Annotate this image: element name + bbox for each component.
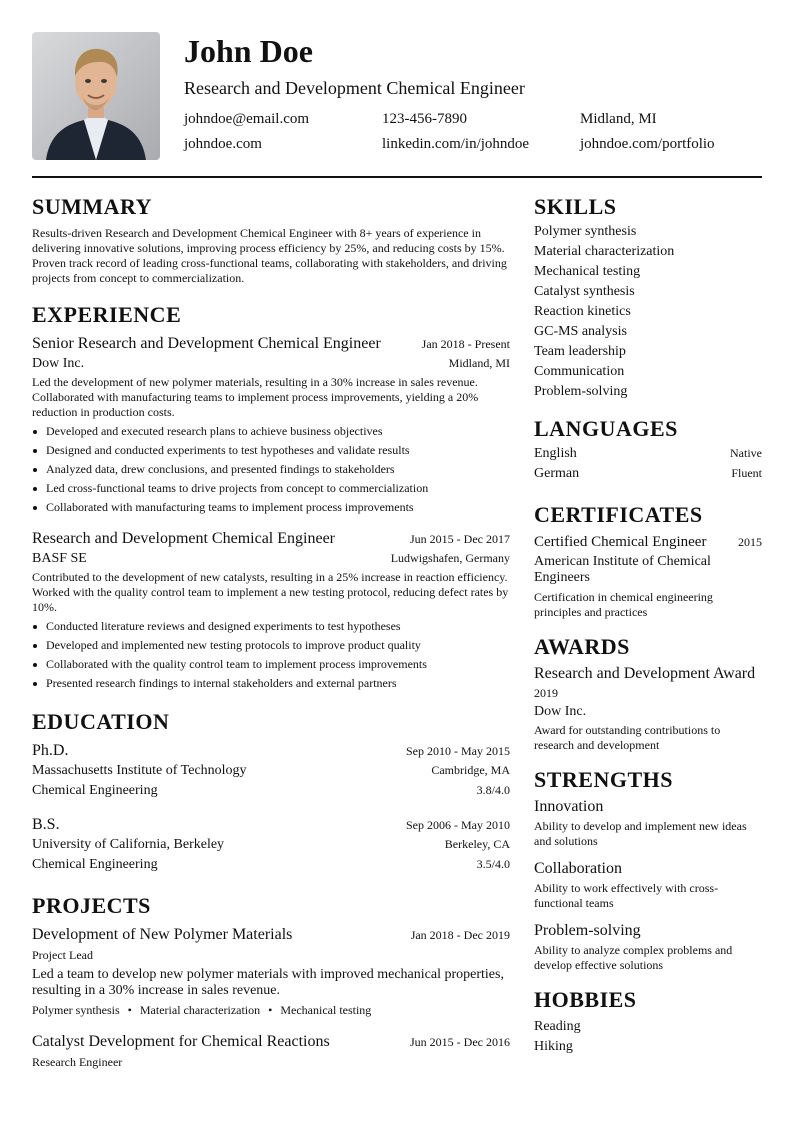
job-bullets <box>32 424 510 515</box>
hobby-item: Hiking <box>534 1039 573 1054</box>
list-item: Developed and executed research plans to achieve business objectives <box>32 424 510 439</box>
strengths-section <box>534 767 762 973</box>
award-year: 2019 <box>534 686 558 700</box>
experience-section <box>32 302 510 691</box>
candidate-name: John Doe <box>184 33 313 69</box>
project-entry <box>32 1032 510 1070</box>
education-school: University of California, Berkeley <box>32 837 225 852</box>
list-item: Designed and conducted experiments to test hypotheses and validate results <box>32 443 510 458</box>
hobbies-heading: HOBBIES <box>534 987 637 1012</box>
strength-item <box>534 859 762 911</box>
project-dates: Jun 2015 - Dec 2016 <box>410 1035 510 1049</box>
project-role: Research Engineer <box>32 1055 123 1069</box>
strength-name: Problem-solving <box>534 922 641 939</box>
job-location: Midland, MI <box>448 356 510 370</box>
strength-item <box>534 921 762 973</box>
job-dates: Jun 2015 - Dec 2017 <box>410 532 510 546</box>
side-column <box>534 194 762 1057</box>
list-item: Developed and implemented new testing protocols to improve product quality <box>32 638 510 653</box>
experience-heading: EXPERIENCE <box>32 302 182 327</box>
strength-name: Innovation <box>534 798 604 815</box>
project-name: Development of New Polymer Materials <box>32 926 293 943</box>
header-divider <box>32 176 762 178</box>
skill-item: Team leadership <box>534 344 626 359</box>
resume-header <box>32 32 762 178</box>
language-level: Native <box>730 446 762 460</box>
main-column <box>32 194 510 1070</box>
list-item: Led cross-functional teams to drive projects from concept to commercialization <box>32 481 510 496</box>
summary-heading: SUMMARY <box>32 194 153 219</box>
hobby-item: Reading <box>534 1019 581 1034</box>
awards-section <box>534 634 762 753</box>
award-description: Award for outstanding contributions to research and development <box>534 723 721 752</box>
job-company: Dow Inc. <box>32 356 85 371</box>
project-description: Led a team to develop new polymer materials with improved mechanical properties, resulting in a 30% increase in sales revenue. <box>32 967 504 998</box>
education-location: Cambridge, MA <box>431 763 510 777</box>
project-tag: Material characterization <box>139 1003 261 1017</box>
job-location: Ludwigshafen, Germany <box>390 551 510 565</box>
strength-name: Collaboration <box>534 860 622 877</box>
language-name: English <box>534 446 577 461</box>
certificate-name: Certified Chemical Engineer <box>534 534 707 550</box>
job-description: Led the development of new polymer materials, resulting in a 30% increase in sales revenue. Collaborated with manufacturing teams to implement process improvements, yielding a 20% reduction in production costs. <box>32 375 479 419</box>
profile-photo <box>32 32 160 160</box>
education-dates: Sep 2010 - May 2015 <box>406 744 510 758</box>
strength-description: Ability to develop and implement new ideas and solutions <box>534 819 747 848</box>
location-text: Midland, MI <box>580 111 657 127</box>
job-bullets <box>32 619 510 691</box>
website-link[interactable]: johndoe.com <box>184 136 262 152</box>
project-name: Catalyst Development for Chemical Reactions <box>32 1033 330 1050</box>
bullet-separator: • <box>127 1003 132 1017</box>
project-tag: Polymer synthesis <box>32 1003 120 1017</box>
education-entry <box>32 815 510 875</box>
certificate-description: Certification in chemical engineering principles and practices <box>534 590 713 619</box>
skills-list <box>534 222 762 402</box>
hobbies-section <box>534 987 762 1057</box>
skill-item: GC-MS analysis <box>534 324 627 339</box>
job-entry <box>32 529 510 691</box>
language-item <box>534 464 762 484</box>
project-tag: Mechanical testing <box>280 1003 372 1017</box>
skill-item: Mechanical testing <box>534 264 641 279</box>
job-dates: Jan 2018 - Present <box>421 337 510 351</box>
strengths-heading: STRENGTHS <box>534 767 673 792</box>
projects-section <box>32 893 510 1070</box>
education-entry <box>32 741 510 801</box>
award-issuer: Dow Inc. <box>534 704 587 719</box>
list-item: Conducted literature reviews and designed experiments to test hypotheses <box>32 619 510 634</box>
strength-description: Ability to work effectively with cross-functional teams <box>534 881 719 910</box>
email-link[interactable]: johndoe@email.com <box>184 111 310 127</box>
education-section <box>32 709 510 875</box>
project-entry <box>32 925 510 1018</box>
project-tags <box>32 1003 510 1018</box>
education-field: Chemical Engineering <box>32 857 158 872</box>
education-dates: Sep 2006 - May 2010 <box>406 818 510 832</box>
portfolio-link[interactable]: johndoe.com/portfolio <box>580 136 715 152</box>
education-field: Chemical Engineering <box>32 783 158 798</box>
project-dates: Jan 2018 - Dec 2019 <box>410 928 510 942</box>
bullet-separator: • <box>268 1003 273 1017</box>
summary-text: Results-driven Research and Development Chemical Engineer with 8+ years of experience in delivering innovative solutions, improving process efficiency by 25%, and reducing costs by 15%. Proven track record of leading cross-functional teams, collaborating with stakeholders, and driving projects from concept to commercialization. <box>32 226 507 285</box>
project-role: Project Lead <box>32 948 93 962</box>
education-heading: EDUCATION <box>32 709 170 734</box>
list-item: Collaborated with the quality control team to implement process improvements <box>32 657 510 672</box>
certificate-issuer: American Institute of Chemical Engineers <box>534 554 711 585</box>
skill-item: Reaction kinetics <box>534 304 631 319</box>
linkedin-link[interactable]: linkedin.com/in/johndoe <box>382 136 530 152</box>
job-role: Research and Development Chemical Engineer <box>32 530 335 547</box>
certificates-heading: CERTIFICATES <box>534 502 703 527</box>
job-company: BASF SE <box>32 551 87 566</box>
skill-item: Catalyst synthesis <box>534 284 635 299</box>
phone-number[interactable]: 123-456-7890 <box>382 111 467 127</box>
languages-section <box>534 416 762 484</box>
education-school: Massachusetts Institute of Technology <box>32 763 247 778</box>
skill-item: Polymer synthesis <box>534 224 637 239</box>
job-description: Contributed to the development of new catalysts, resulting in a 25% increase in reaction efficiency. Worked with the quality control team to implement a new testing protocol, reducing defect rates by 10%. <box>32 570 509 614</box>
certificate-year: 2015 <box>738 535 762 549</box>
award-name: Research and Development Award <box>534 665 756 682</box>
education-gpa: 3.8/4.0 <box>476 783 510 797</box>
skill-item: Material characterization <box>534 244 675 259</box>
education-degree: B.S. <box>32 816 60 833</box>
language-item <box>534 444 762 464</box>
skills-heading: SKILLS <box>534 194 617 219</box>
skill-item: Problem-solving <box>534 384 628 399</box>
projects-heading: PROJECTS <box>32 893 151 918</box>
job-role: Senior Research and Development Chemical Engineer <box>32 335 381 352</box>
awards-heading: AWARDS <box>534 634 630 659</box>
list-item: Collaborated with manufacturing teams to implement process improvements <box>32 500 510 515</box>
summary-section <box>32 194 510 286</box>
education-location: Berkeley, CA <box>444 837 510 851</box>
language-level: Fluent <box>731 466 762 480</box>
education-degree: Ph.D. <box>32 742 69 759</box>
education-gpa: 3.5/4.0 <box>476 857 510 871</box>
language-name: German <box>534 466 580 481</box>
list-item: Presented research findings to internal stakeholders and external partners <box>32 676 510 691</box>
list-item: Analyzed data, drew conclusions, and presented findings to stakeholders <box>32 462 510 477</box>
skills-section <box>534 194 762 402</box>
job-entry <box>32 334 510 515</box>
certificates-section <box>534 502 762 620</box>
skill-item: Communication <box>534 364 625 379</box>
candidate-title: Research and Development Chemical Engineer <box>184 78 525 98</box>
strength-description: Ability to analyze complex problems and develop effective solutions <box>534 943 733 972</box>
languages-heading: LANGUAGES <box>534 416 678 441</box>
strength-item <box>534 797 762 849</box>
